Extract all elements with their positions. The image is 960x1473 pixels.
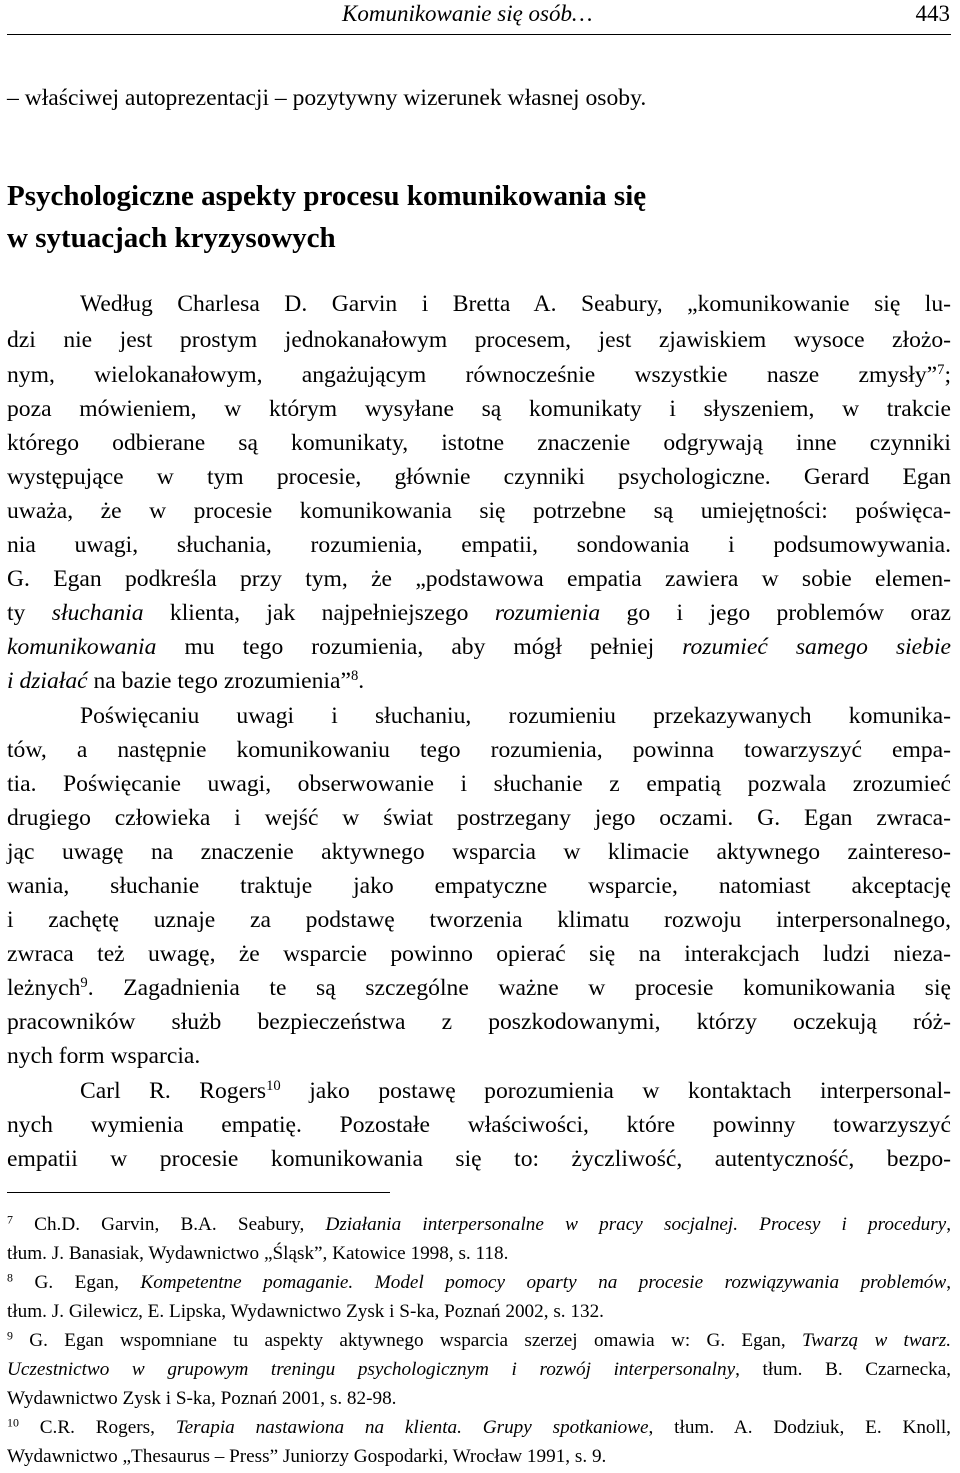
para1-line: Według Charlesa D. Garvin i Bretta A. Seabury, „komunikowanie się lu- <box>80 291 951 317</box>
footnote-9 <box>7 1328 951 1351</box>
para2-line <box>7 974 951 1001</box>
emphasis: Terapia nastawiona na klienta. Grupy spotkaniowe <box>175 1417 649 1438</box>
footnote-number: 9 <box>7 1328 13 1343</box>
text-run: mu tego rozumienia, aby mógł pełniej <box>156 634 683 660</box>
text-run: klienta, jak najpełniejszego <box>143 600 495 626</box>
para2-line: drugiego człowieka i wejść w świat postrzegany jego oczami. G. Egan zwraca- <box>7 805 951 831</box>
text-run: ty <box>7 600 52 626</box>
footnote-ref: 8 <box>350 667 359 684</box>
para1-line: którego odbierane są komunikaty, istotne znaczenie odgrywają inne czynniki <box>7 430 951 456</box>
footnote-7 <box>7 1212 951 1235</box>
footnote-8 <box>7 1270 952 1293</box>
text-run: go i jego problemów oraz <box>600 600 951 626</box>
emphasis: komunikowania <box>7 634 157 660</box>
para1-line <box>7 636 951 660</box>
para1-line <box>7 602 951 626</box>
footnote-number: 8 <box>7 1270 13 1285</box>
para1-line <box>7 667 951 694</box>
text-run: , <box>946 1272 952 1293</box>
emphasis: i działać <box>7 668 88 694</box>
header-rule <box>7 34 951 35</box>
text-run: C.R. Rogers, <box>18 1417 176 1438</box>
footnote-7-cont: tłum. J. Banasiak, Wydawnictwo „Śląsk”, Katowice 1998, s. 118. <box>7 1243 509 1264</box>
para1-line: nia uwagi, słuchania, rozumienia, empatii, sondowania i podsumowywania. <box>7 532 951 558</box>
footnote-number: 10 <box>7 1415 19 1430</box>
text-run: nym, wielokanałowym, angażującym równocześnie wszystkie nasze zmysły” <box>7 362 938 388</box>
footnote-10 <box>7 1415 951 1438</box>
para2-line: tów, a następnie komunikowaniu tego rozumienia, powinna towarzyszyć empa- <box>7 737 951 763</box>
para2-line: jąc uwagę na znaczenie aktywnego wsparcia w klimacie aktywnego zaintereso- <box>7 839 951 865</box>
para2-line: wania, słuchanie traktuje jako empatyczne wsparcie, natomiast akceptację <box>7 873 951 899</box>
footnote-9-cont: Wydawnictwo Zysk i S-ka, Poznań 2001, s. 82-98. <box>7 1388 397 1409</box>
intro-list-item: – właściwej autoprezentacji – pozytywny wizerunek własnej osoby. <box>7 85 647 111</box>
footnote-ref: 10 <box>266 1077 281 1094</box>
text-run: , tłum. A. Dodziuk, E. Knoll, <box>648 1417 951 1438</box>
emphasis: Kompetentne pomaganie. Model pomocy oparty na procesie rozwiązywania problemów <box>140 1272 947 1293</box>
footnote-9-cont <box>7 1360 951 1379</box>
text-run: Carl R. Rogers <box>80 1078 267 1104</box>
para2-line: pracowników służb bezpieczeństwa z poszkodowanymi, którzy oczekują róż- <box>7 1009 951 1035</box>
para2-line: i zachętę uznaje za podstawę tworzenia klimatu rozwoju interpersonalnego, <box>7 907 951 933</box>
para1-line: uważa, że w procesie komunikowania się potrzebne są umiejętności: poświęca- <box>7 498 951 524</box>
para1-line <box>7 361 951 388</box>
page-number: 443 <box>915 1 950 26</box>
text-run: jako postawę porozumienia w kontaktach interpersonal- <box>280 1078 951 1104</box>
text-run: , tłum. B. Czarnecka, <box>735 1359 952 1380</box>
text-run: . Zagadnienia te są szczególne ważne w procesie komunikowania się <box>87 975 951 1001</box>
text-run: G. Egan, <box>12 1272 141 1293</box>
emphasis: Uczestnictwo w grupowym treningu psychologicznym i rozwój interpersonalny <box>7 1359 736 1380</box>
text-run: leżnych <box>7 975 81 1001</box>
text-run: Ch.D. Garvin, B.A. Seabury, <box>12 1214 326 1235</box>
section-title-line-2: w sytuacjach kryzysowych <box>7 222 336 254</box>
running-header-title: Komunikowanie się osób… <box>342 1 593 26</box>
para2-line: zwraca też uwagę, że wsparcie powinno opierać się na interakcjach ludzi nieza- <box>7 941 951 967</box>
para1-line: poza mówieniem, w którym wysyłane są komunikaty i słyszeniem, w trakcie <box>7 396 951 422</box>
running-header <box>342 2 950 25</box>
text-run: . <box>358 668 365 694</box>
para3-line <box>80 1077 951 1104</box>
para2-line: Poświęcaniu uwagi i słuchaniu, rozumieniu przekazywanych komunika- <box>80 703 951 729</box>
para1-line: dzi nie jest prostym jednokanałowym procesem, jest zjawiskiem wysoce złożo- <box>7 327 951 353</box>
emphasis: rozumienia <box>494 600 601 626</box>
para3-line: empatii w procesie komunikowania się to: życzliwość, autentyczność, bezpo- <box>7 1146 951 1172</box>
text-run: na bazie tego zrozumienia” <box>87 668 351 694</box>
para2-line: nych form wsparcia. <box>7 1043 201 1069</box>
text-run: , <box>946 1214 951 1235</box>
emphasis: rozumieć samego siebie <box>682 634 951 660</box>
footnote-8-cont: tłum. J. Gilewicz, E. Lipska, Wydawnictwo Zysk i S-ka, Poznań 2002, s. 132. <box>7 1301 604 1322</box>
footnote-ref: 7 <box>937 361 945 378</box>
footnote-10-cont: Wydawnictwo „Thesaurus – Press” Juniorzy Gospodarki, Wrocław 1991, s. 9. <box>7 1446 607 1467</box>
para2-line: tia. Poświęcanie uwagi, obserwowanie i słuchanie z empatią pozwala zrozumieć <box>7 771 951 797</box>
para3-line: nych wymienia empatię. Pozostałe właściwości, które powinny towarzyszyć <box>7 1112 951 1138</box>
emphasis: Działania interpersonalne w pracy socjalnej. Procesy i procedury <box>325 1214 947 1235</box>
text-run: ; <box>944 362 951 388</box>
emphasis: Twarzą w twarz. <box>801 1330 951 1351</box>
para1-line: występujące w tym procesie, głównie czynniki psychologiczne. Gerard Egan <box>7 464 951 490</box>
emphasis: słuchania <box>51 600 144 626</box>
footnote-ref: 9 <box>80 974 88 991</box>
para1-line: G. Egan podkreśla przy tym, że „podstawowa empatia zawiera w sobie elemen- <box>7 566 951 592</box>
text-run: G. Egan wspomniane tu aspekty aktywnego wsparcia szerzej omawia w: G. Egan, <box>12 1330 802 1351</box>
section-title-line-1: Psychologiczne aspekty procesu komunikowania się <box>7 180 647 212</box>
footnote-rule <box>7 1192 390 1193</box>
footnote-number: 7 <box>7 1212 13 1227</box>
